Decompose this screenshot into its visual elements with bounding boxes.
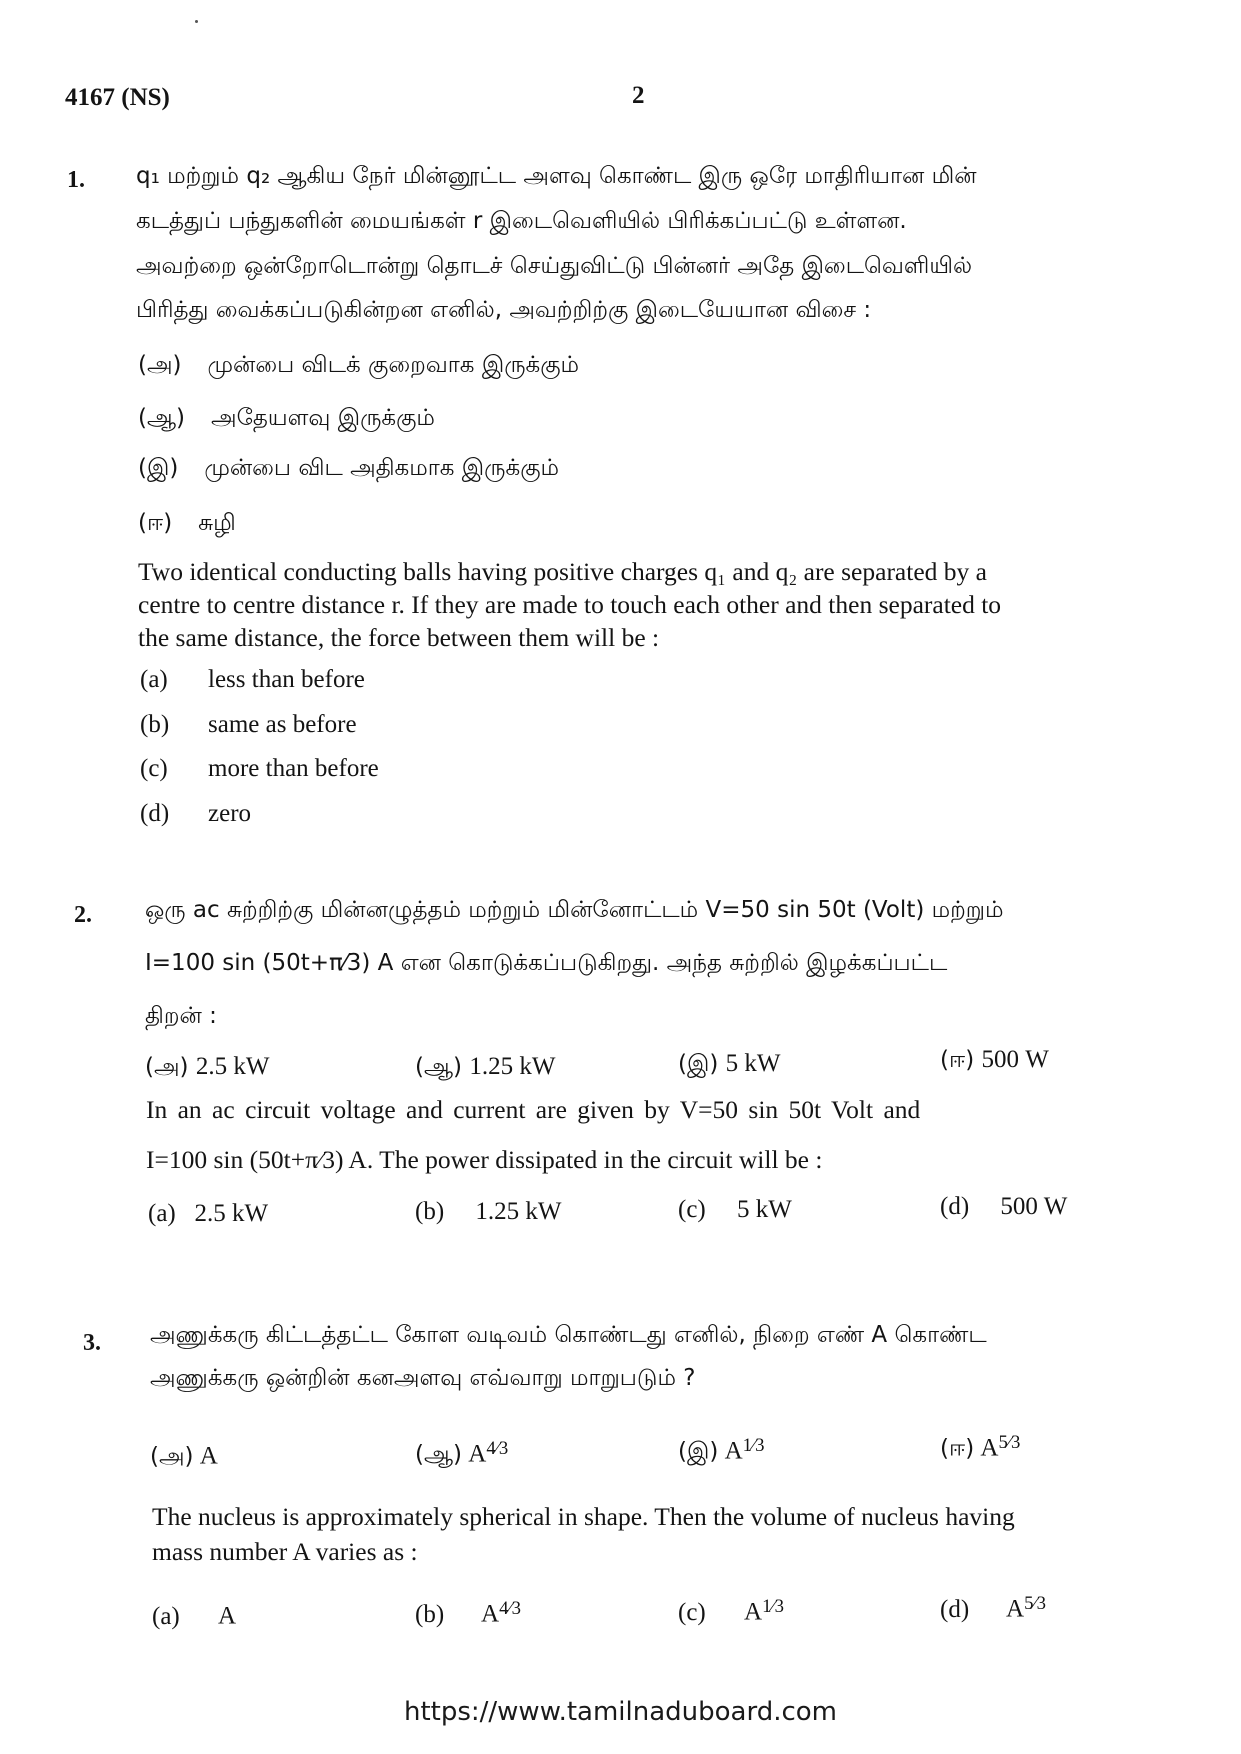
option-label: (ஆ)	[138, 405, 186, 431]
option-text: 500 W	[1000, 1193, 1068, 1220]
q3-tamil-option-c	[678, 1435, 765, 1468]
option-label: (இ)	[138, 455, 179, 481]
option-label: (a)	[148, 1200, 176, 1227]
option-text: same as before	[208, 711, 357, 738]
q1-tamil-option-d	[138, 510, 236, 539]
option-text: 2.5 kW	[194, 1200, 269, 1227]
option-label: (d)	[940, 1193, 970, 1220]
q1-option-a	[140, 666, 365, 694]
q2-tamil-line: I=100 sin (50t+π⁄3) A என கொடுக்கப்படுகிறது. அந்த சுற்றில் இழக்கப்பட்ட	[145, 950, 948, 976]
q1-option-b	[140, 711, 357, 739]
q3-tamil-option-b	[415, 1438, 508, 1471]
option-base: A	[218, 1602, 237, 1630]
scan-speck	[195, 20, 198, 23]
q1-tamil-line: கடத்துப் பந்துகளின் மையங்கள் r இடைவெளியில் பிரிக்கப்பட்டு உள்ளன.	[136, 208, 907, 234]
option-text: அதேயளவு இருக்கும்	[211, 405, 435, 431]
q1-english-line: the same distance, the force between them will be :	[138, 623, 660, 652]
q2-tamil-line: திறன் :	[145, 1003, 217, 1029]
option-label: (c)	[140, 755, 168, 782]
option-text: 5 kW	[725, 1050, 781, 1077]
footer-url[interactable]: https://www.tamilnaduboard.com	[403, 1697, 838, 1727]
question-1-number: 1.	[67, 167, 85, 193]
q3-tamil-option-d	[940, 1432, 1020, 1465]
q2-option-c	[678, 1196, 792, 1224]
q2-english-line: In an ac circuit voltage and current are given by V=50 sin 50t Volt and	[146, 1095, 921, 1124]
option-label: (அ)	[138, 352, 182, 378]
option-text: 500 W	[981, 1046, 1049, 1073]
option-label: (இ)	[678, 1438, 719, 1465]
option-exponent: 5⁄3	[1024, 1593, 1046, 1614]
q3-english-line: The nucleus is approximately spherical in shape. Then the volume of nucleus having	[152, 1502, 1015, 1531]
q1-option-c	[140, 755, 379, 783]
question-2-number: 2.	[74, 902, 92, 928]
q2-option-d	[940, 1193, 1067, 1221]
page-number: 2	[632, 82, 645, 109]
option-label: (d)	[940, 1595, 970, 1623]
option-exponent: 1⁄3	[742, 1435, 765, 1456]
q3-english-line: mass number A varies as :	[152, 1537, 418, 1566]
option-base: A	[1006, 1595, 1025, 1623]
option-text: சுழி	[198, 510, 236, 536]
option-label: (b)	[140, 711, 170, 738]
option-text: 2.5 kW	[195, 1053, 270, 1080]
q3-tamil-line: அணுக்கரு ஒன்றின் கனஅளவு எவ்வாறு மாறுபடும் ?	[150, 1365, 696, 1391]
option-base: A	[481, 1600, 500, 1628]
option-label: (அ)	[145, 1054, 189, 1080]
option-label: (ஆ)	[415, 1054, 463, 1080]
option-text: முன்பை விடக் குறைவாக இருக்கும்	[207, 352, 580, 378]
option-label: (a)	[152, 1602, 180, 1630]
option-text: 5 kW	[737, 1196, 792, 1223]
option-label: (a)	[140, 666, 168, 693]
option-text: 1.25 kW	[475, 1198, 562, 1225]
option-exponent: 5⁄3	[998, 1432, 1021, 1453]
option-label: (b)	[415, 1600, 445, 1628]
q1-option-d	[140, 800, 251, 828]
question-3-number: 3.	[83, 1330, 101, 1356]
option-label: (b)	[415, 1198, 445, 1225]
option-base: A	[744, 1598, 763, 1626]
paper-code: 4167 (NS)	[65, 84, 170, 111]
q2-english-line: I=100 sin (50t+π⁄3) A. The power dissipated in the circuit will be :	[146, 1145, 823, 1174]
q3-tamil-option-a	[150, 1440, 218, 1473]
q3-tamil-line: அணுக்கரு கிட்டத்தட்ட கோள வடிவம் கொண்டது எனில், நிறை எண் A கொண்ட	[150, 1322, 987, 1348]
q1-tamil-line: அவற்றை ஒன்றோடொன்று தொடச் செய்துவிட்டு பின்னர் அதே இடைவெளியில்	[136, 253, 973, 279]
q2-tamil-line: ஒரு ac சுற்றிற்கு மின்னழுத்தம் மற்றும் மின்னோட்டம் V=50 sin 50t (Volt) மற்றும்	[145, 897, 1004, 923]
q1-english-line: centre to centre distance r. If they are made to touch each other and then separated to	[138, 590, 1002, 619]
option-label: (ஈ)	[940, 1047, 975, 1073]
option-base: A	[468, 1440, 487, 1468]
q2-option-a	[148, 1200, 268, 1228]
option-base: A	[199, 1442, 218, 1470]
option-base: A	[724, 1437, 743, 1465]
q1-english-line: Two identical conducting balls having positive charges q₁ and q₂ are separated by a	[138, 557, 987, 586]
q2-tamil-option-d	[940, 1046, 1049, 1076]
option-label: (ஆ)	[415, 1441, 463, 1468]
q2-option-b	[415, 1198, 562, 1226]
option-exponent: 1⁄3	[762, 1596, 784, 1617]
q3-option-d	[940, 1593, 1046, 1624]
q1-tamil-option-b	[138, 405, 435, 434]
q1-tamil-option-c	[138, 455, 559, 484]
q3-option-c	[678, 1596, 784, 1627]
option-text: less than before	[208, 666, 365, 693]
option-label: (ஈ)	[138, 510, 173, 536]
q1-tamil-option-a	[138, 352, 579, 381]
option-text: zero	[208, 800, 252, 827]
q1-tamil-line: பிரித்து வைக்கப்படுகின்றன எனில், அவற்றிற்கு இடையேயான விசை :	[136, 297, 872, 323]
option-label: (c)	[678, 1196, 706, 1223]
q1-tamil-line: q₁ மற்றும் q₂ ஆகிய நேர் மின்னூட்ட அளவு கொண்ட இரு ஒரே மாதிரியான மின்	[136, 163, 977, 189]
option-text: 1.25 kW	[469, 1053, 556, 1080]
option-label: (இ)	[678, 1051, 719, 1077]
q3-option-a	[152, 1600, 236, 1631]
q2-tamil-option-c	[678, 1050, 781, 1080]
option-label: (c)	[678, 1598, 706, 1626]
option-text: முன்பை விட அதிகமாக இருக்கும்	[204, 455, 560, 481]
q3-option-b	[415, 1598, 521, 1629]
option-text: more than before	[208, 755, 379, 782]
option-label: (ஈ)	[940, 1435, 975, 1462]
q2-tamil-option-b	[415, 1053, 555, 1083]
option-label: (அ)	[150, 1443, 194, 1470]
option-base: A	[980, 1434, 999, 1462]
q2-tamil-option-a	[145, 1053, 269, 1083]
option-label: (d)	[140, 800, 170, 827]
option-exponent: 4⁄3	[499, 1598, 521, 1619]
option-exponent: 4⁄3	[486, 1438, 509, 1459]
